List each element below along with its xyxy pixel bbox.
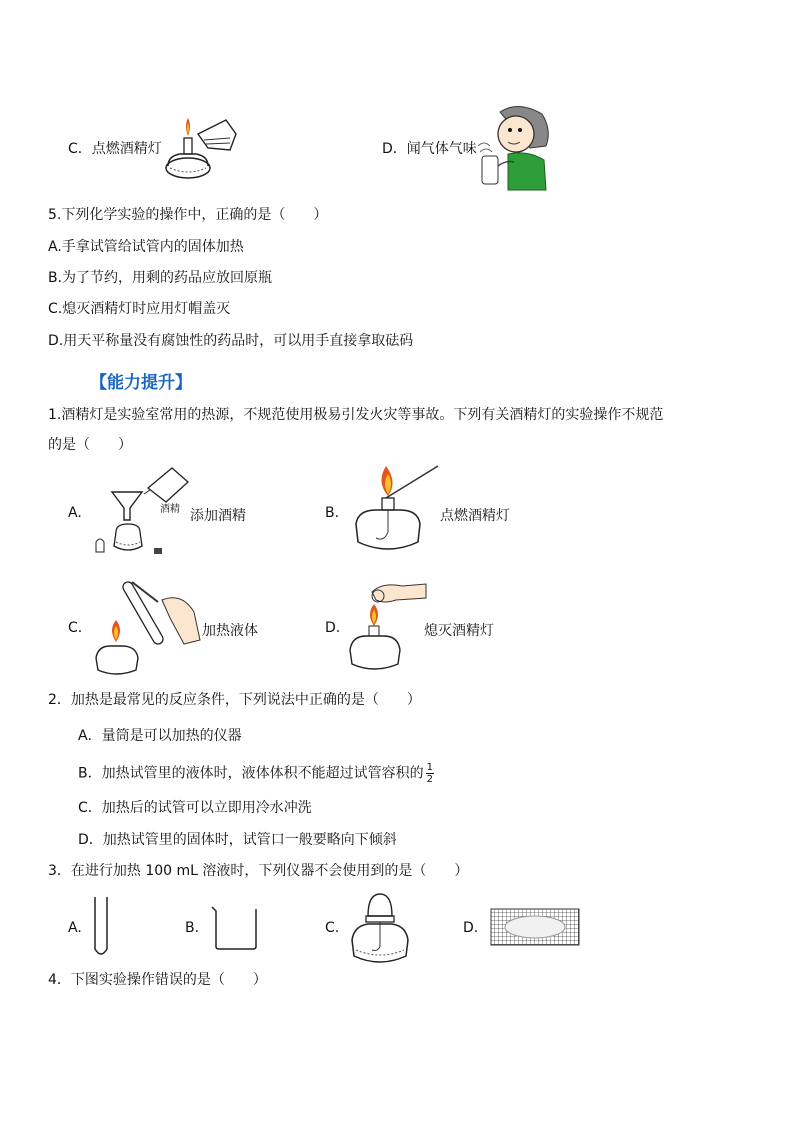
fraction-denominator: 2: [426, 774, 433, 785]
p1-option-a-letter: A.: [68, 505, 82, 521]
alcohol-bottle-label: 酒精: [160, 504, 180, 515]
q5-stem: 5.下列化学实验的操作中，正确的是（ ）: [48, 207, 328, 223]
q5-option-c: C.熄灭酒精灯时应用灯帽盖灭: [48, 301, 231, 317]
q5-option-a: A.手拿试管给试管内的固体加热: [48, 239, 244, 255]
p1-option-d-letter: D.: [325, 620, 341, 636]
p3-option-b-letter: B.: [185, 920, 200, 936]
p2-stem: 2．加热是最常见的反应条件，下列说法中正确的是（ ）: [48, 692, 421, 708]
q5-option-b: B.为了节约，用剩的药品应放回原瓶: [48, 270, 273, 286]
p3-option-d-letter: D.: [463, 920, 479, 936]
p1-option-c-caption: 加热液体: [202, 623, 258, 639]
alcohol-lamp-lighting-with-lamp-icon: [160, 110, 240, 182]
option-c-label: C．点燃酒精灯: [68, 141, 162, 157]
p2-option-b-row: [78, 762, 434, 785]
p1-stem-line1: 1.酒精灯是实验室常用的热源，不规范使用极易引发火灾等事故。下列有关酒精灯的实验操作不规范: [48, 407, 664, 423]
p1-option-d-caption: 熄灭酒精灯: [424, 623, 494, 639]
q5-option-d: D.用天平称量没有腐蚀性的药品时，可以用手直接拿取砝码: [48, 333, 414, 349]
p1-option-a-caption: 添加酒精: [190, 508, 246, 524]
option-d-label: D．闻气体气味: [382, 141, 477, 157]
p2-option-b: B．加热试管里的液体时，液体体积不能超过试管容积的: [78, 765, 424, 782]
p3-option-c-letter: C.: [325, 920, 340, 936]
heating-liquid-icon: [92, 572, 204, 676]
p1-option-b-caption: 点燃酒精灯: [440, 508, 510, 524]
lighting-lamp-with-match-icon: [346, 462, 446, 558]
test-tube-icon: [93, 895, 109, 959]
beaker-icon: [210, 905, 260, 951]
section-title: 【能力提升】: [90, 373, 192, 393]
p4-stem: 4．下图实验操作错误的是（ ）: [48, 972, 267, 988]
extinguishing-lamp-icon: [346, 578, 436, 674]
fraction-one-half: [426, 762, 434, 785]
p3-option-a-letter: A.: [68, 920, 82, 936]
asbestos-gauze-icon: [490, 908, 580, 946]
p1-option-c-letter: C.: [68, 620, 83, 636]
p2-option-a: A．量筒是可以加热的仪器: [78, 728, 242, 744]
fraction-numerator: 1: [426, 762, 433, 773]
p3-stem: 3．在进行加热 100 mL 溶液时，下列仪器不会使用到的是（ ）: [48, 863, 469, 879]
boy-smelling-gas-icon: [470, 100, 550, 192]
alcohol-lamp-icon: [348, 888, 412, 968]
p1-stem-line2: 的是（ ）: [48, 437, 132, 453]
p1-option-b-letter: B.: [325, 505, 340, 521]
p2-option-c: C．加热后的试管可以立即用冷水冲洗: [78, 800, 312, 816]
p2-option-d: D．加热试管里的固体时，试管口一般要略向下倾斜: [78, 832, 397, 848]
